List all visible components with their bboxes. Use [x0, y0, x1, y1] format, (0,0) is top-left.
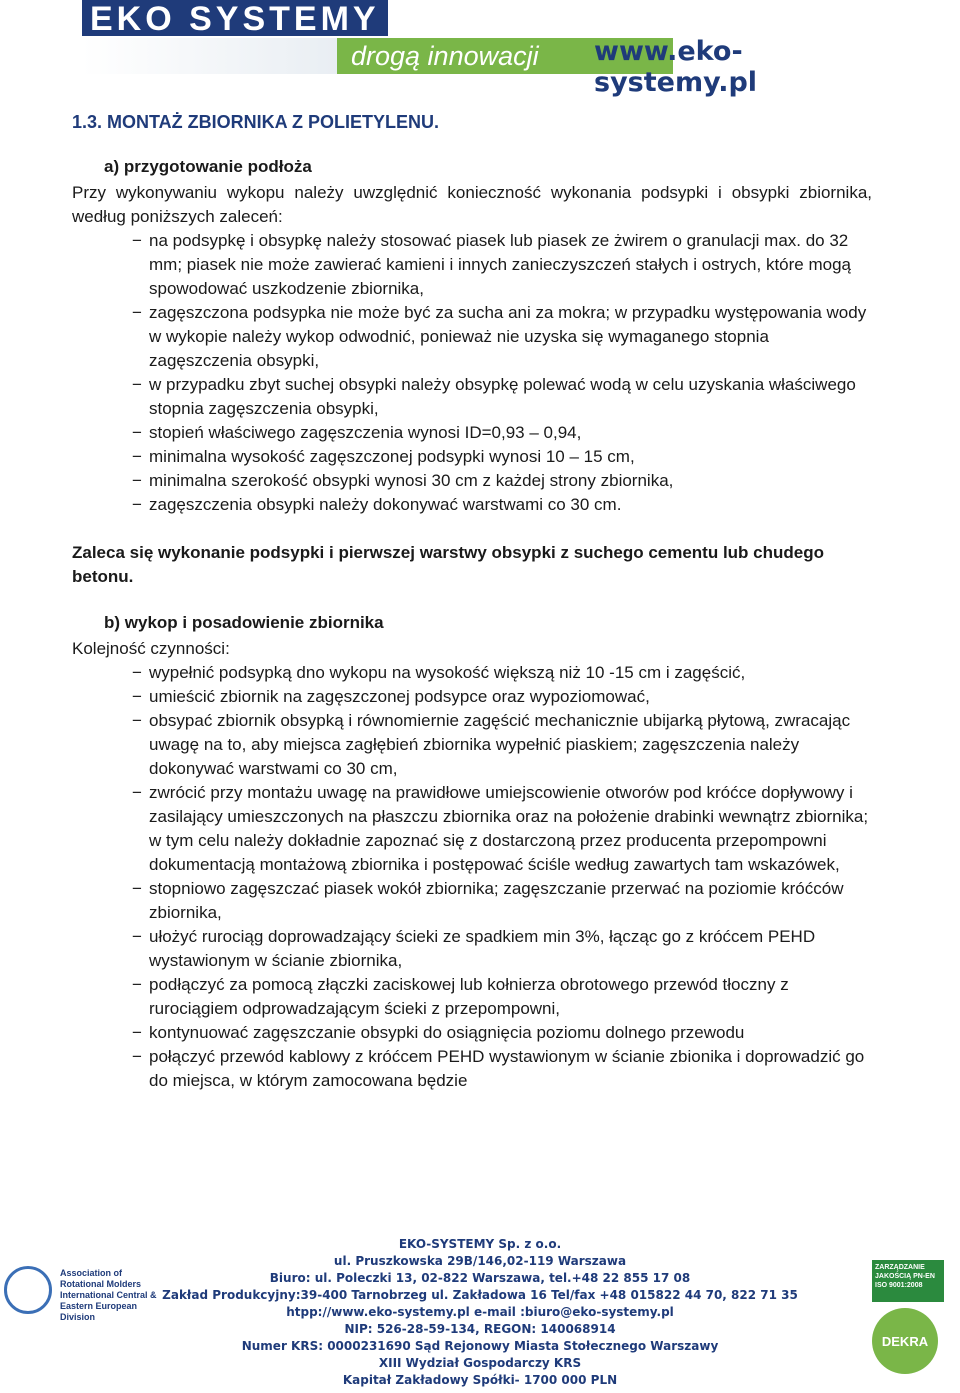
- list-item: − stopniowo zagęszczać piasek wokół zbiornika; zagęszczanie przerwać na poziomie króćców zbiornika,: [72, 877, 872, 925]
- footer-line: NIP: 526-28-59-134, REGON: 140068914: [344, 1322, 616, 1336]
- list-item: − zwrócić przy montażu uwagę na prawidłowe umiejscowienie otworów pod króćce dopływowy i zasilający umieszczonych na płaszczu zbiornika oraz na położenie drabinki wewnątrz zbiornika; w tym celu należy dokładnie zapoznać się z dostarczoną przez producenta przepompowni dokumentacją montażową zbiornika i postępować ściśle według zawartych tam wskazówek,: [72, 781, 872, 877]
- list-item: − zagęszczenia obsypki należy dokonywać warstwami co 30 cm.: [72, 493, 872, 517]
- list-item: − połączyć przewód kablowy z króćcem PEHD wystawionym w ścianie zbionika i doprowadzić go do miejsca, w którym zamocowana będzie: [72, 1045, 872, 1093]
- company-logo: EKO SYSTEMY: [82, 0, 388, 36]
- part-a-intro: Przy wykonywaniu wykopu należy uwzględnić konieczność wykonania podsypki i obsypki zbiornika, według poniższych zaleceń:: [72, 183, 872, 226]
- part-b-heading: b) wykop i posadowienie zbiornika: [104, 613, 384, 632]
- list-item: − minimalna wysokość zagęszczonej podsypki wynosi 10 – 15 cm,: [72, 445, 872, 469]
- part-a-list: [72, 229, 872, 517]
- list-item: − podłączyć za pomocą złączki zaciskowej lub kołnierza obrotowego przewód tłoczny z rurociągiem odprowadzającym ścieki z przepompowni,: [72, 973, 872, 1021]
- footer-line: XIII Wydział Gospodarczy KRS: [378, 1356, 582, 1370]
- footer-line: Biuro: ul. Poleczki 13, 02-822 Warszawa, tel.+48 22 855 17 08: [269, 1271, 691, 1285]
- association-text: Association of Rotational Molders International Central & Eastern European Division: [60, 1268, 157, 1322]
- list-item: − wypełnić podsypką dno wykopu na wysokość większą niż 10 -15 cm i zagęścić,: [72, 661, 872, 685]
- globe-icon: [4, 1266, 52, 1314]
- list-item: − na podsypkę i obsypkę należy stosować piasek lub piasek ze żwirem o granulacji max. do 32 mm; piasek nie może zawierać kamieni i innych zanieczyszczeń stałych i ostrych, które mogą spowodować uszkodzenie zbiornika,: [72, 229, 872, 301]
- footer-line: htpp://www.eko-systemy.pl e-mail :biuro@eko-systemy.pl: [286, 1305, 674, 1319]
- part-b-list: [72, 661, 872, 1093]
- list-item: − umieścić zbiornik na zagęszczonej podsypce oraz wypoziomować,: [72, 685, 872, 709]
- section-title: 1.3. MONTAŻ ZBIORNIKA Z POLIETYLENU.: [72, 112, 440, 132]
- company-details: [160, 1236, 800, 1389]
- website-url: www.eko-systemy.pl: [594, 36, 758, 98]
- footer-line: Zakład Produkcyjny:39-400 Tarnobrzeg ul. Zakładowa 16 Tel/fax +48 015822 44 70, 822 71 35: [162, 1288, 798, 1302]
- list-item: − stopień właściwego zagęszczenia wynosi ID=0,93 – 0,94,: [72, 421, 872, 445]
- footer-line: EKO-SYSTEMY Sp. z o.o.: [398, 1237, 562, 1251]
- footer-line: Kapitał Zakładowy Spółki- 1700 000 PLN: [342, 1373, 618, 1387]
- certification-badges: [872, 1260, 944, 1380]
- list-item: − w przypadku zbyt suchej obsypki należy obsypkę polewać wodą w celu uzyskania właściwego stopnia zagęszczenia obsypki,: [72, 373, 872, 421]
- page-header: [82, 0, 882, 98]
- dekra-badge: DEKRA: [872, 1308, 938, 1374]
- page-footer: [0, 1236, 960, 1393]
- association-logo: [4, 1266, 157, 1328]
- list-item: − kontynuować zagęszczanie obsypki do osiągnięcia poziomu dolnego przewodu: [72, 1021, 872, 1045]
- document-body: [72, 112, 872, 1093]
- iso-badge: ZARZĄDZANIE JAKOŚCIĄ PN-EN ISO 9001:2008: [872, 1260, 944, 1302]
- part-a-heading: a) przygotowanie podłoża: [104, 157, 312, 176]
- footer-line: ul. Pruszkowska 29B/146,02-119 Warszawa: [333, 1254, 627, 1268]
- list-item: − obsypać zbiornik obsypką i równomiernie zagęścić mechanicznie ubijarką płytową, zwracając uwagę na to, aby miejsca zagłębień zbiornika wypełnić piaskiem; zagęszczenia należy dokonywać warstwami co 30 cm,: [72, 709, 872, 781]
- list-item: − zagęszczona podsypka nie może być za sucha ani za mokra; w przypadku występowania wody w wykopie należy wykop odwodnić, ponieważ nie uzyska się wymaganego stopnia zagęszczenia obsypki,: [72, 301, 872, 373]
- part-b-intro: Kolejność czynności:: [72, 639, 230, 658]
- list-item: − minimalna szerokość obsypki wynosi 30 cm z każdej strony zbiornika,: [72, 469, 872, 493]
- list-item: − ułożyć rurociąg doprowadzający ścieki ze spadkiem min 3%, łącząc go z króćcem PEHD wystawionym w ścianie zbiornika,: [72, 925, 872, 973]
- logo-tagline: drogą innowacji: [337, 38, 673, 74]
- footer-line: Numer KRS: 0000231690 Sąd Rejonowy Miasta Stołecznego Warszawy: [241, 1339, 719, 1353]
- logo-background: [82, 38, 337, 74]
- recommendation-note: Zaleca się wykonanie podsypki i pierwszej warstwy obsypki z suchego cementu lub chudego betonu.: [72, 543, 824, 586]
